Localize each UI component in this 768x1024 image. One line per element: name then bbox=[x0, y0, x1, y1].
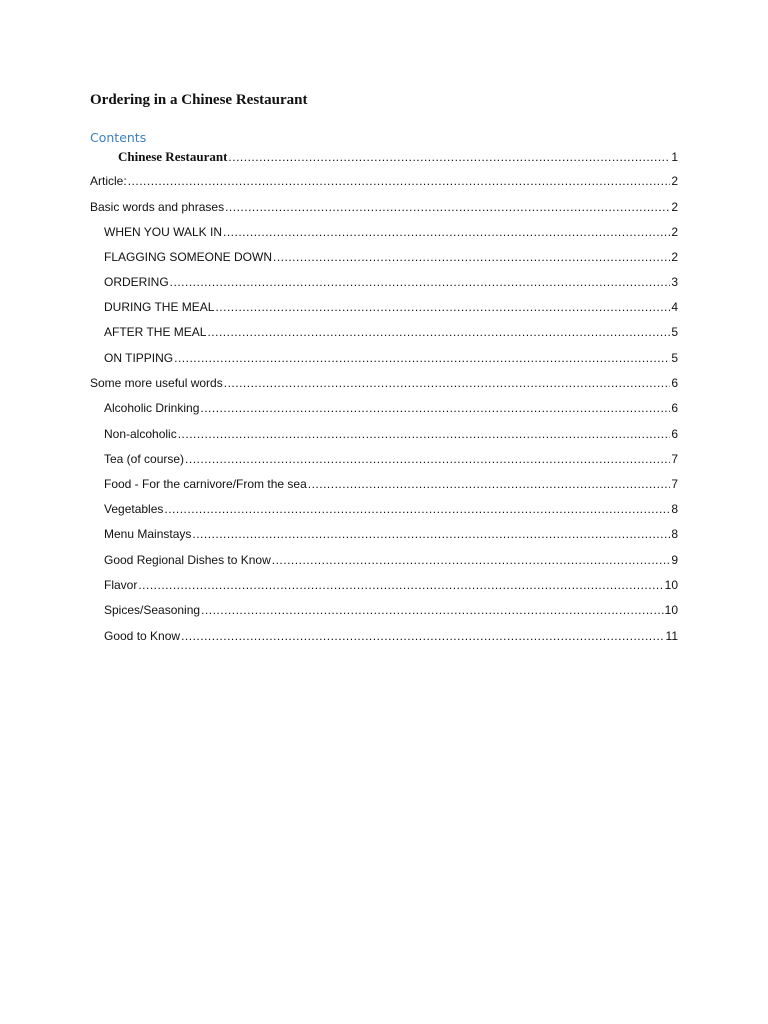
toc-leader-dots bbox=[228, 150, 670, 164]
toc-entry-flagging-someone-down[interactable] bbox=[104, 250, 678, 268]
toc-page-number: 8 bbox=[671, 527, 678, 541]
toc-entry-label: Vegetables bbox=[104, 502, 164, 516]
toc-leader-dots bbox=[170, 275, 671, 289]
toc-page-number: 3 bbox=[671, 275, 678, 289]
toc-leader-dots bbox=[225, 200, 670, 214]
toc-page-number: 2 bbox=[671, 250, 678, 264]
toc-entry-during-the-meal[interactable] bbox=[104, 300, 678, 318]
toc-leader-dots bbox=[201, 603, 664, 617]
toc-leader-dots bbox=[178, 427, 671, 441]
toc-entry-chinese-restaurant[interactable] bbox=[118, 149, 678, 167]
toc-entry-spices-seasoning[interactable] bbox=[104, 603, 678, 621]
toc-page-number: 5 bbox=[671, 325, 678, 339]
toc-entry-label: Menu Mainstays bbox=[104, 527, 192, 541]
toc-entry-label: Spices/Seasoning bbox=[104, 603, 201, 617]
toc-page-number: 6 bbox=[671, 401, 678, 415]
toc-page-number: 6 bbox=[671, 427, 678, 441]
toc-entry-label: Article: bbox=[90, 174, 127, 188]
toc-entry-when-you-walk-in[interactable] bbox=[104, 225, 678, 243]
toc-entry-label: Good to Know bbox=[104, 629, 181, 643]
toc-leader-dots bbox=[273, 250, 670, 264]
toc-page-number: 9 bbox=[671, 553, 678, 567]
toc-entry-label: Chinese Restaurant bbox=[118, 149, 228, 164]
toc-page-number: 6 bbox=[671, 376, 678, 390]
toc-entry-label: Some more useful words bbox=[90, 376, 223, 390]
toc-entry-flavor[interactable] bbox=[104, 578, 678, 596]
toc-entry-label: Non-alcoholic bbox=[104, 427, 177, 441]
toc-leader-dots bbox=[224, 376, 671, 390]
toc-entry-menu-mainstays[interactable] bbox=[104, 527, 678, 545]
toc-entry-label: ORDERING bbox=[104, 275, 169, 289]
toc-leader-dots bbox=[185, 452, 670, 466]
toc-leader-dots bbox=[192, 527, 670, 541]
toc-entry-label: Tea (of course) bbox=[104, 452, 185, 466]
toc-page-number: 2 bbox=[671, 200, 678, 214]
toc-entry-label: ON TIPPING bbox=[104, 351, 174, 365]
toc-page-number: 10 bbox=[664, 578, 678, 592]
toc-entry-label: WHEN YOU WALK IN bbox=[104, 225, 223, 239]
toc-leader-dots bbox=[200, 401, 670, 415]
contents-heading: Contents bbox=[90, 130, 147, 145]
toc-page-number: 4 bbox=[671, 300, 678, 314]
toc-page-number: 2 bbox=[671, 225, 678, 239]
toc-entry-label: FLAGGING SOMEONE DOWN bbox=[104, 250, 273, 264]
toc-entry-food[interactable] bbox=[104, 477, 678, 495]
toc-entry-label: DURING THE MEAL bbox=[104, 300, 215, 314]
toc-entry-label: Food - For the carnivore/From the sea bbox=[104, 477, 307, 491]
toc-page-number: 7 bbox=[671, 452, 678, 466]
toc-leader-dots bbox=[207, 325, 670, 339]
toc-entry-after-the-meal[interactable] bbox=[104, 325, 678, 343]
toc-leader-dots bbox=[272, 553, 671, 567]
toc-leader-dots bbox=[128, 174, 671, 188]
toc-entry-label: AFTER THE MEAL bbox=[104, 325, 207, 339]
toc-entry-ordering[interactable] bbox=[104, 275, 678, 293]
toc-page-number: 8 bbox=[671, 502, 678, 516]
toc-entry-good-to-know[interactable] bbox=[104, 629, 678, 647]
toc-entry-some-more-useful-words[interactable] bbox=[90, 376, 678, 394]
toc-page-number: 10 bbox=[664, 603, 678, 617]
toc-entry-on-tipping[interactable] bbox=[104, 351, 678, 369]
toc-page-number: 5 bbox=[671, 351, 678, 365]
toc-entry-basic-words[interactable] bbox=[90, 200, 678, 218]
toc-page-number: 7 bbox=[671, 477, 678, 491]
toc-entry-vegetables[interactable] bbox=[104, 502, 678, 520]
toc-entry-label: Alcoholic Drinking bbox=[104, 401, 200, 415]
toc-page-number: 1 bbox=[671, 150, 678, 164]
toc-entry-article[interactable] bbox=[90, 174, 678, 192]
toc-leader-dots bbox=[215, 300, 670, 314]
toc-entry-label: Flavor bbox=[104, 578, 138, 592]
toc-page-number: 11 bbox=[665, 629, 678, 643]
toc-entry-label: Basic words and phrases bbox=[90, 200, 225, 214]
toc-leader-dots bbox=[164, 502, 670, 516]
toc-entry-alcoholic-drinking[interactable] bbox=[104, 401, 678, 419]
toc-leader-dots bbox=[181, 629, 664, 643]
toc-entry-non-alcoholic[interactable] bbox=[104, 427, 678, 445]
toc-leader-dots bbox=[138, 578, 663, 592]
document-title: Ordering in a Chinese Restaurant bbox=[90, 92, 308, 108]
toc-entry-label: Good Regional Dishes to Know bbox=[104, 553, 271, 567]
toc-page-number: 2 bbox=[671, 174, 678, 188]
toc-leader-dots bbox=[223, 225, 670, 239]
toc-entry-good-regional-dishes[interactable] bbox=[104, 553, 678, 571]
toc-entry-tea[interactable] bbox=[104, 452, 678, 470]
toc-leader-dots bbox=[308, 477, 671, 491]
toc-leader-dots bbox=[174, 351, 670, 365]
